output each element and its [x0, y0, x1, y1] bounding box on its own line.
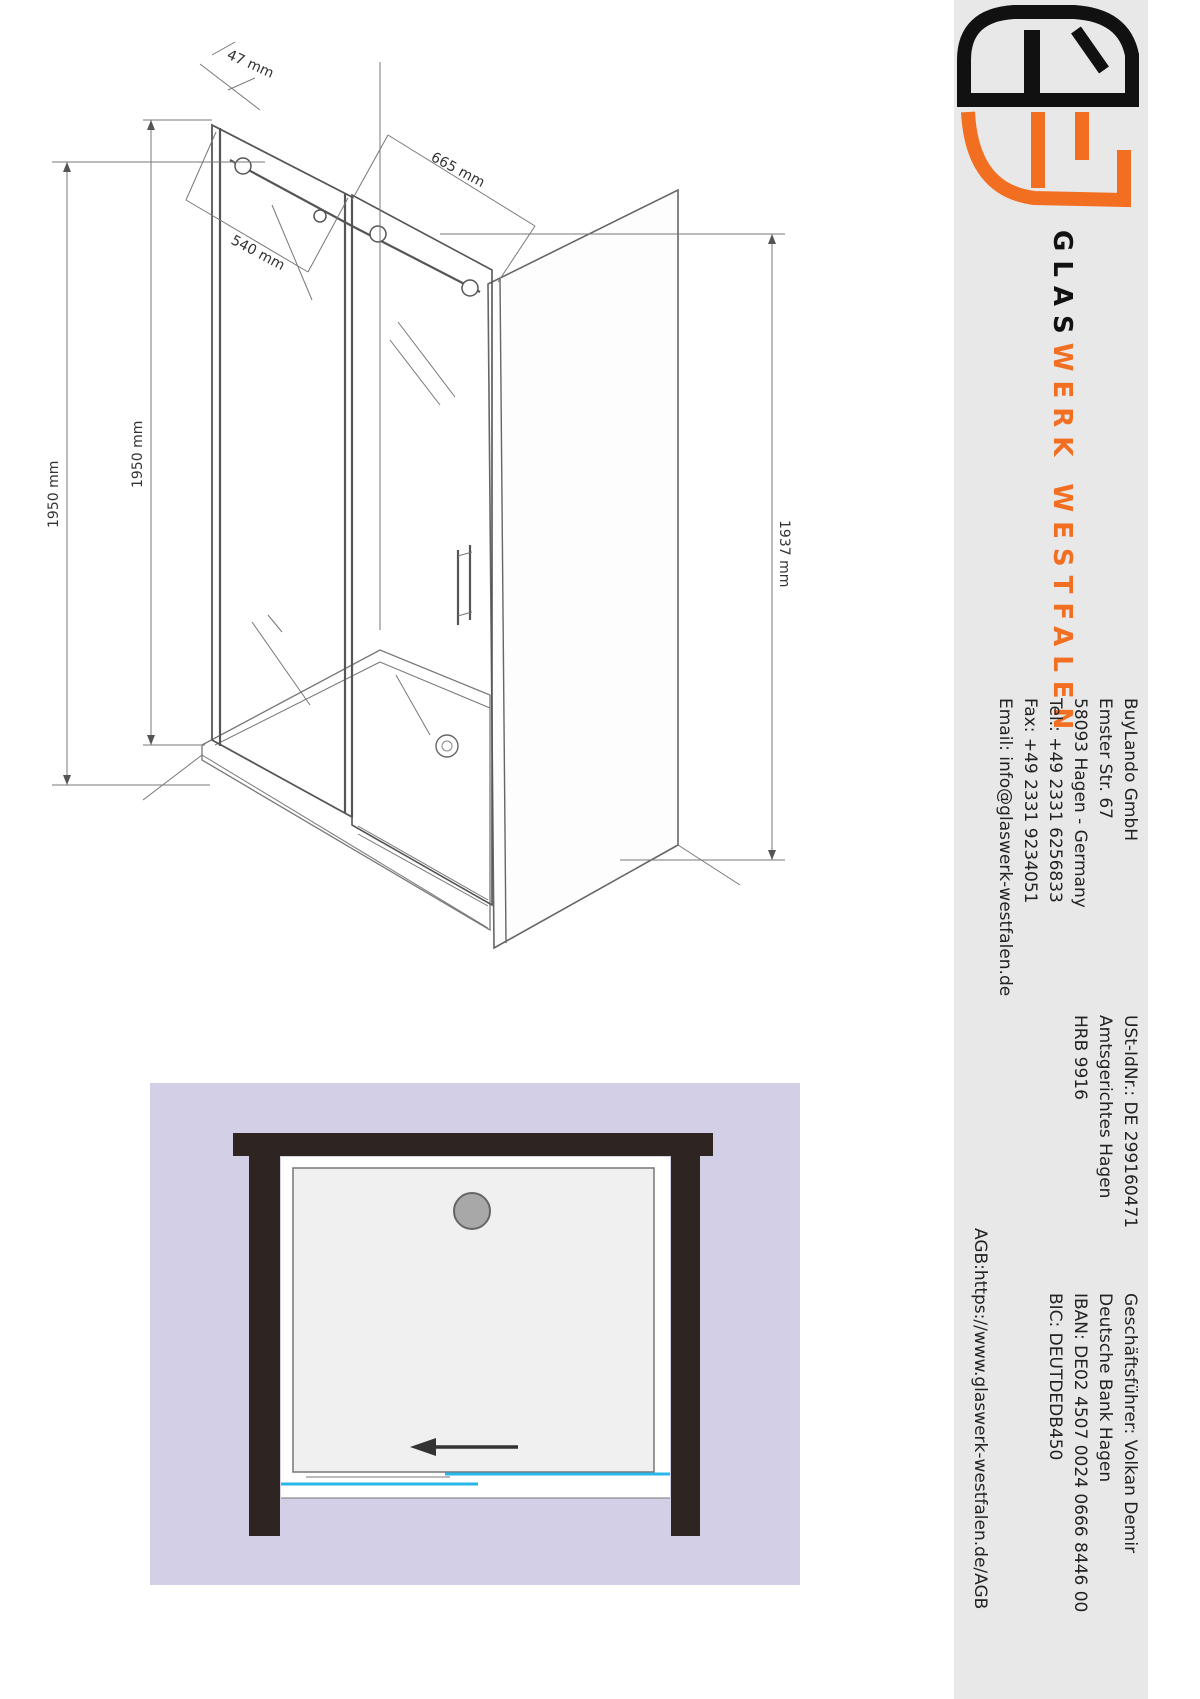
- company-name: BuyLando GmbH: [1120, 698, 1140, 842]
- contact-block: [992, 698, 1142, 996]
- dim-width-left-label: 540 mm: [228, 232, 288, 274]
- left-wall: [249, 1150, 280, 1536]
- roller-icon: [370, 226, 386, 242]
- director: Geschäftsführer: Volkan Demir: [1120, 1293, 1140, 1554]
- bic: BIC: DEUTDEDB450: [1045, 1293, 1065, 1461]
- dim-depth: [200, 42, 276, 110]
- dim-width-right: [352, 135, 535, 282]
- court: Amtsgerichtes Hagen: [1095, 1015, 1115, 1199]
- agb-url[interactable]: AGB:https://www.glaswerk-westfalen.de/AGB: [970, 1228, 990, 1610]
- agb-link[interactable]: [967, 1228, 992, 1609]
- logo-icon: [954, 0, 1148, 210]
- email: Email: info@glaswerk-westfalen.de: [995, 698, 1015, 997]
- brand-part2: WERK WESTFALEN: [1047, 342, 1077, 739]
- bank-name: Deutsche Bank Hagen: [1095, 1293, 1115, 1483]
- street: Emster Str. 67: [1095, 698, 1115, 820]
- isometric-view: [46, 42, 792, 948]
- door-handle-icon: [458, 545, 472, 625]
- drain-icon: [436, 735, 458, 757]
- roller-icon: [314, 210, 326, 222]
- dim-height-right-label: 1937 mm: [776, 520, 792, 588]
- registry-block: [1067, 1015, 1142, 1228]
- brand-name: [1047, 230, 1077, 738]
- dim-height-inner-label: 1950 mm: [130, 420, 146, 488]
- dim-height-outer: [46, 162, 71, 785]
- brand-part1: GLAS: [1047, 230, 1077, 343]
- dim-height-right: [768, 234, 792, 860]
- right-wall: [671, 1150, 700, 1536]
- fax: Fax: +49 2331 9234051: [1020, 698, 1040, 904]
- floor-plan: [150, 1083, 800, 1585]
- roller-icon: [235, 158, 251, 174]
- dim-depth-label: 47 mm: [224, 47, 277, 82]
- bank-block: [1042, 1293, 1142, 1612]
- city: 58093 Hagen - Germany: [1070, 698, 1090, 908]
- hrb: HRB 9916: [1070, 1015, 1090, 1100]
- telephone: Tel.: +49 2331 6256833: [1045, 698, 1065, 903]
- dim-width-right-label: 665 mm: [428, 149, 488, 191]
- roller-icon: [462, 280, 478, 296]
- side-wall-panel: [488, 190, 678, 948]
- dim-height-outer-label: 1950 mm: [46, 460, 62, 528]
- top-wall: [233, 1133, 713, 1156]
- drain-icon: [454, 1193, 490, 1229]
- vat-id: USt-IdNr.: DE 299160471: [1120, 1015, 1140, 1229]
- iban: IBAN: DE02 4507 0024 0666 8446 00: [1070, 1293, 1090, 1613]
- dim-height-inner: [130, 120, 155, 745]
